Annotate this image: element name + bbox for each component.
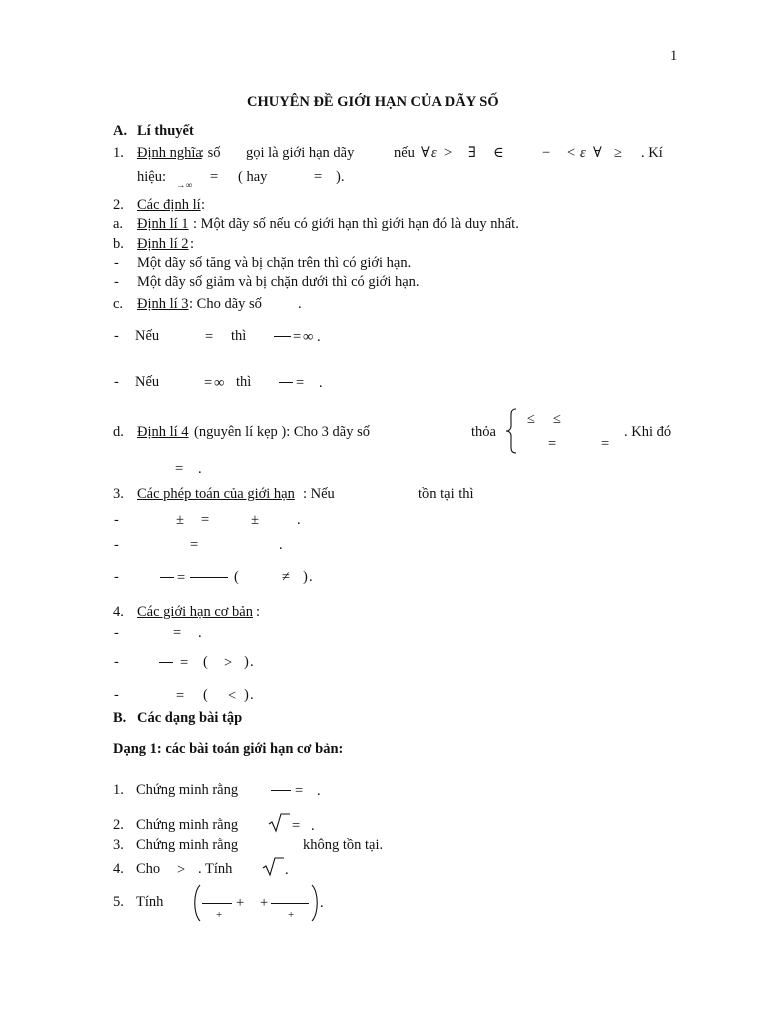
bullet-dash: - xyxy=(114,255,119,271)
bullet-dash: - xyxy=(114,274,119,290)
exercise3-number: 3. xyxy=(113,837,124,853)
minus-symbol: − xyxy=(542,145,551,161)
notation-or-text: ( hay xyxy=(238,169,268,185)
eq-symbol: = xyxy=(295,783,304,799)
bullet-dash: - xyxy=(114,687,119,703)
theorem-a-marker: a. xyxy=(113,216,124,232)
dang1-heading: Dạng 1: các bài toán giới hạn cơ bản: xyxy=(113,741,344,757)
square-root-icon xyxy=(268,813,290,833)
gt-symbol: > xyxy=(444,145,453,161)
fraction-bar xyxy=(159,662,173,663)
geq-symbol: ≥ xyxy=(614,145,622,161)
eq-symbol: = xyxy=(292,818,301,834)
theorem-2-label: Định lí 2 xyxy=(137,236,189,252)
period: . xyxy=(285,862,289,878)
theorem-4-label: Định lí 4 xyxy=(137,424,189,440)
theorem-b-marker: b. xyxy=(113,236,124,252)
bullet-dash: - xyxy=(114,654,119,670)
eq-symbol: = xyxy=(293,329,302,345)
exercise1-number: 1. xyxy=(113,782,124,798)
item1-number: 1. xyxy=(113,145,124,161)
definition-label: Định nghĩa xyxy=(137,145,202,161)
exercise2-text: Chứng minh rằng xyxy=(136,817,239,833)
period: . xyxy=(320,895,324,911)
exercise3-text: Chứng minh rằng xyxy=(136,837,239,853)
item2-number: 2. xyxy=(113,197,124,213)
eq-symbol: = xyxy=(176,688,185,704)
period: . xyxy=(298,296,302,312)
eq-symbol: = xyxy=(190,537,199,553)
plusminus-symbol-2: ± xyxy=(251,512,259,528)
gt-symbol: > xyxy=(177,862,186,878)
paren-open: ( xyxy=(203,654,208,670)
plus-symbol: + xyxy=(236,895,245,911)
plus-symbol: + xyxy=(260,895,269,911)
plus-symbol: + xyxy=(288,909,295,921)
fraction-bar xyxy=(271,790,291,791)
item3-number: 3. xyxy=(113,486,124,502)
bullet-dash: - xyxy=(114,512,119,528)
paren-close: ) xyxy=(244,687,249,703)
plusminus-symbol: ± xyxy=(176,512,184,528)
section-b-heading: Các dạng bài tập xyxy=(137,710,243,726)
section-b-marker: B. xyxy=(113,710,127,726)
exercise3-tail: không tồn tại. xyxy=(303,837,384,853)
infinity-symbol: ∞ xyxy=(214,375,225,391)
case1-then: thì xyxy=(231,328,247,344)
theorem-c-marker: c. xyxy=(113,296,124,312)
theorems-label: Các định lí xyxy=(137,197,201,213)
eq-symbol: = xyxy=(204,375,213,391)
bullet-decreasing: Một dãy số giảm và bị chặn dưới thì có giới hạn. xyxy=(137,274,420,290)
fraction-bar xyxy=(202,903,232,904)
theorem-3-label: Định lí 3 xyxy=(137,296,189,312)
section-a-heading: Lí thuyết xyxy=(137,123,194,139)
eq-symbol: = xyxy=(201,512,210,528)
exercise5-text: Tính xyxy=(136,894,164,910)
fraction-bar xyxy=(279,382,293,383)
theorem-3-text: : Cho dãy số xyxy=(189,296,262,312)
lt-symbol: < xyxy=(228,688,237,704)
infinity-symbol: ∞ xyxy=(303,329,314,345)
case1-if: Nếu xyxy=(135,328,160,344)
paren-close: ) xyxy=(303,569,308,585)
period: . xyxy=(309,569,313,585)
notation-close: ). xyxy=(336,169,345,185)
epsilon-symbol: ε xyxy=(431,145,437,161)
large-paren-open-icon xyxy=(190,884,202,922)
period: . xyxy=(317,783,321,799)
period: . xyxy=(250,687,254,703)
exercise2-number: 2. xyxy=(113,817,124,833)
to-infinity-subscript: →∞ xyxy=(176,181,193,191)
eq-symbol-2: = xyxy=(601,436,610,452)
period: . xyxy=(279,537,283,553)
exercise4-tail: . Tính xyxy=(198,861,233,877)
definition-text-c: nếu xyxy=(394,145,415,161)
case2-if: Nếu xyxy=(135,374,160,390)
exercise1-text: Chứng minh rằng xyxy=(136,782,239,798)
theorem-d-marker: d. xyxy=(113,424,124,440)
theorem-2-colon: : xyxy=(190,236,195,252)
theorem-1-text: : Một dãy số nếu có giới hạn thì giới hạn đó là duy nhất. xyxy=(193,216,519,232)
forall-symbol: ∀ xyxy=(421,145,430,161)
eq-symbol: = xyxy=(180,655,189,671)
period: . xyxy=(311,818,315,834)
bullet-dash: - xyxy=(114,569,119,585)
leq-symbol-2: ≤ xyxy=(553,411,561,427)
theorems-colon: : xyxy=(201,197,206,213)
eq-symbol: = xyxy=(173,625,182,641)
exercise5-number: 5. xyxy=(113,894,124,910)
leq-symbol: ≤ xyxy=(527,411,535,427)
eq-symbol-2: = xyxy=(314,169,323,185)
neq-symbol: ≠ xyxy=(282,569,290,585)
fraction-bar xyxy=(274,336,291,337)
eq-symbol: = xyxy=(548,436,557,452)
forall-symbol-2: ∀ xyxy=(593,145,602,161)
fraction-bar xyxy=(190,577,228,578)
basic-limits-colon: : xyxy=(256,604,261,620)
theorem-4-conclusion: . Khi đó xyxy=(624,424,672,440)
bullet-dash: - xyxy=(114,537,119,553)
operations-text-b: tồn tại thì xyxy=(418,486,474,502)
exercise4-number: 4. xyxy=(113,861,124,877)
operations-label: Các phép toán của giới hạn xyxy=(137,486,295,502)
theorem-1-label: Định lí 1 xyxy=(137,216,189,232)
item4-number: 4. xyxy=(113,604,124,620)
definition-text-b: gọi là giới hạn dãy xyxy=(246,145,355,161)
page-number: 1 xyxy=(670,48,678,64)
bullet-dash: - xyxy=(114,625,119,641)
fraction-bar xyxy=(271,903,309,904)
lt-symbol: < xyxy=(567,145,576,161)
operations-text-a: : Nếu xyxy=(303,486,335,502)
paren-close: ) xyxy=(244,654,249,670)
in-symbol: ∈ xyxy=(493,145,504,161)
eq-symbol: = xyxy=(205,329,214,345)
left-brace-icon xyxy=(504,408,518,454)
bullet-dash: - xyxy=(114,374,119,390)
eq-symbol: = xyxy=(296,375,305,391)
document-title: CHUYÊN ĐỀ GIỚI HẠN CỦA DÃY SỐ xyxy=(247,94,499,110)
period: . xyxy=(319,375,323,391)
eq-symbol: = xyxy=(177,570,186,586)
definition-text-a: : số xyxy=(200,145,221,161)
section-a-marker: A. xyxy=(113,123,128,139)
period: . xyxy=(297,512,301,528)
exists-symbol: ∃ xyxy=(468,145,476,161)
theorem-4-text: (nguyên lí kẹp ): Cho 3 dãy số xyxy=(194,424,370,440)
theorem-4-condition: thỏa xyxy=(471,424,496,440)
bullet-increasing: Một dãy số tăng và bị chặn trên thì có giới hạn. xyxy=(137,255,412,271)
period: . xyxy=(198,461,202,477)
eq-symbol: = xyxy=(210,169,219,185)
paren-open: ( xyxy=(203,687,208,703)
exercise4-text: Cho xyxy=(136,861,161,877)
eq-symbol: = xyxy=(175,461,184,477)
period: . xyxy=(250,654,254,670)
paren-open: ( xyxy=(234,569,239,585)
definition-text-d: . Kí xyxy=(641,145,663,161)
fraction-bar xyxy=(160,577,174,578)
notation-label: hiệu: xyxy=(137,169,166,185)
plus-symbol: + xyxy=(216,909,223,921)
epsilon-symbol-2: ε xyxy=(580,145,586,161)
bullet-dash: - xyxy=(114,328,119,344)
gt-symbol: > xyxy=(224,655,233,671)
case2-then: thì xyxy=(236,374,252,390)
period: . xyxy=(198,625,202,641)
square-root-icon xyxy=(262,857,284,877)
basic-limits-label: Các giới hạn cơ bản xyxy=(137,604,253,620)
period: . xyxy=(317,329,321,345)
